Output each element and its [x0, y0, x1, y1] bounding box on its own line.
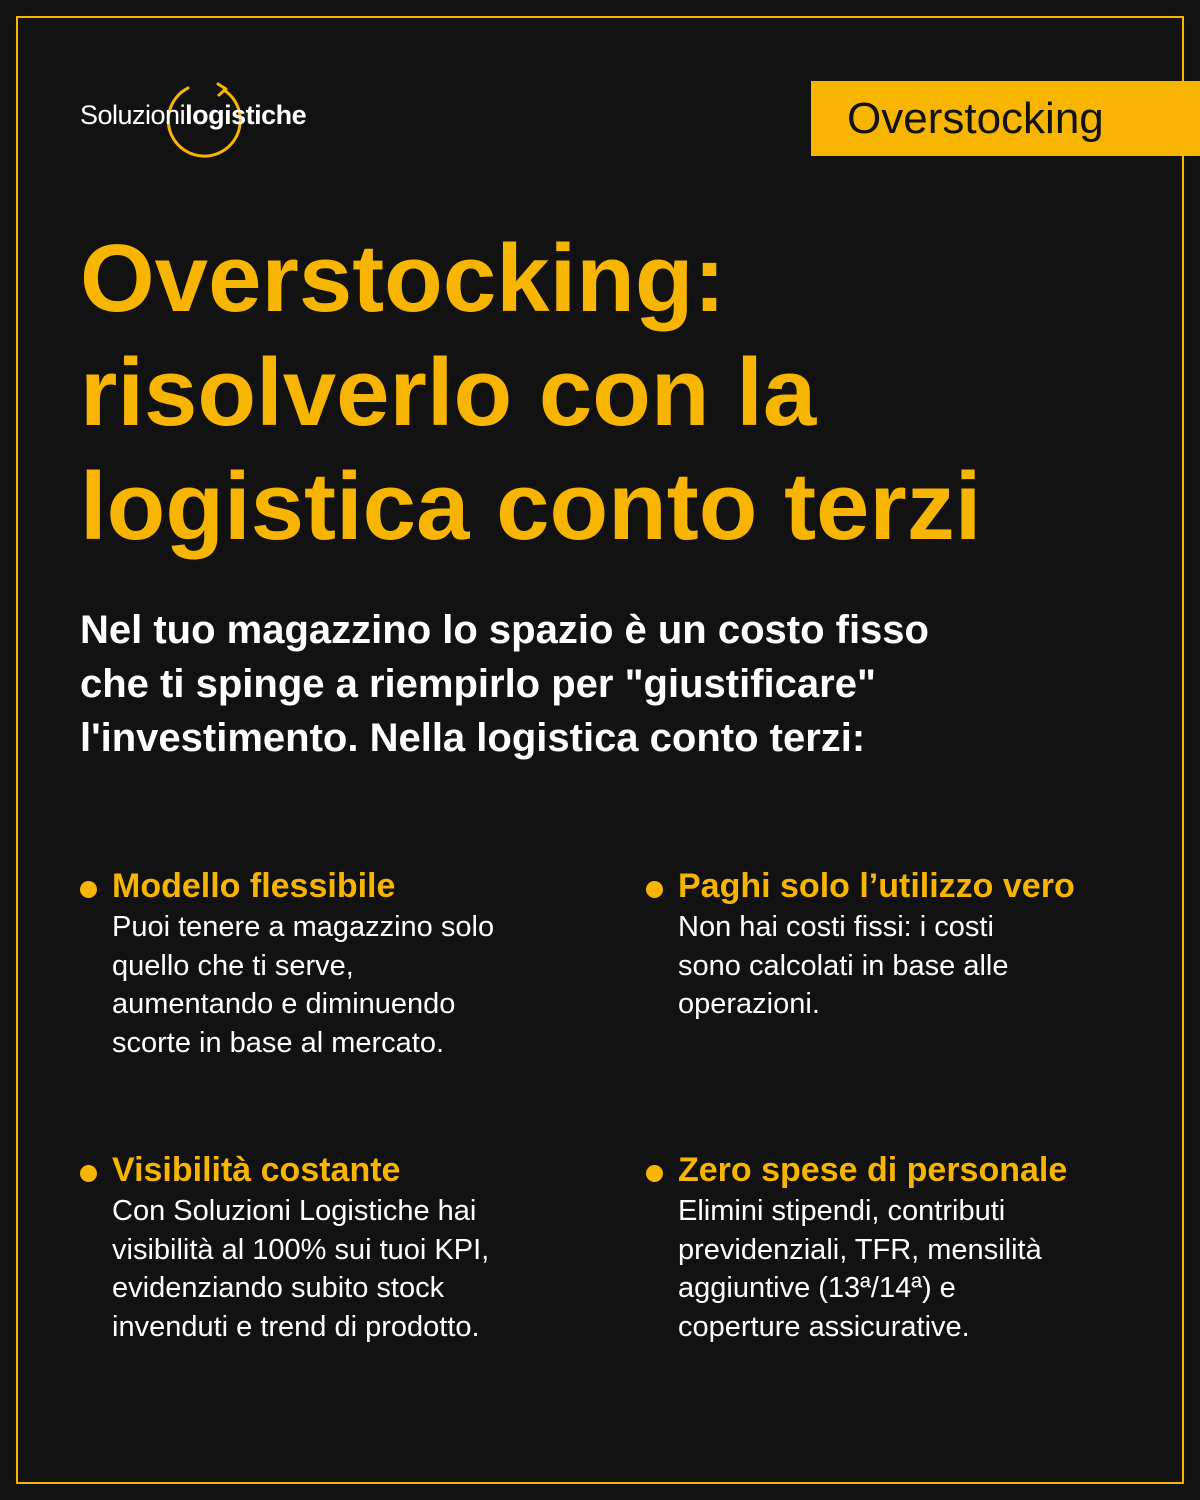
feature-line: visibilità al 100% sui tuoi KPI,: [112, 1233, 490, 1266]
feature-title: Zero spese di personale: [678, 1151, 1068, 1189]
feature-line: Elimini stipendi, contributi: [678, 1195, 1006, 1227]
brand-logo: [80, 78, 340, 158]
bullet-dot-icon: [646, 1165, 663, 1182]
intro-paragraph: [80, 603, 1140, 765]
feature-line: operazioni.: [678, 988, 820, 1020]
bullet-dot-icon: [80, 1165, 97, 1182]
intro-line: l'investimento. Nella logistica conto terzi:: [80, 716, 866, 760]
logo-word-light: Soluzioni: [80, 100, 186, 130]
bullet-dot-icon: [80, 881, 97, 898]
feature-line: Puoi tenere a magazzino solo: [112, 911, 495, 943]
feature-line: Non hai costi fissi: i costi: [678, 911, 994, 943]
feature-description: [112, 1192, 489, 1346]
title-line: risolverlo con la: [80, 339, 817, 446]
feature-line: aggiuntive (13ª/14ª) e: [678, 1272, 956, 1304]
feature-line: invenduti e trend di prodotto.: [112, 1310, 480, 1343]
feature-line: previdenziali, TFR, mensilità: [678, 1233, 1042, 1266]
feature-description: [678, 908, 1008, 1024]
feature-line: Con Soluzioni Logistiche hai: [112, 1195, 477, 1227]
logo-wordmark: [80, 100, 306, 131]
feature-title: Visibilità costante: [112, 1151, 401, 1189]
feature-line: sono calcolati in base alle: [678, 949, 1009, 982]
intro-line: che ti spinge a riempirlo per "giustificare": [80, 662, 876, 706]
intro-line: Nel tuo magazzino lo spazio è un costo fisso: [80, 608, 929, 652]
feature-line: coperture assicurative.: [678, 1310, 970, 1343]
topic-badge: Overstocking: [811, 81, 1200, 156]
feature-description: [112, 908, 494, 1062]
feature-title: Paghi solo l’utilizzo vero: [678, 867, 1075, 905]
feature-line: aumentando e diminuendo: [112, 988, 456, 1020]
page-title: [80, 222, 1140, 564]
bullet-dot-icon: [646, 881, 663, 898]
title-line: logistica conto terzi: [80, 453, 982, 560]
feature-line: quello che ti serve,: [112, 949, 354, 982]
feature-title: Modello flessibile: [112, 867, 396, 905]
title-line: Overstocking:: [80, 225, 726, 332]
feature-description: [678, 1192, 1042, 1346]
feature-line: evidenziando subito stock: [112, 1272, 445, 1304]
feature-line: scorte in base al mercato.: [112, 1026, 445, 1059]
logo-word-bold: logistiche: [185, 100, 307, 130]
